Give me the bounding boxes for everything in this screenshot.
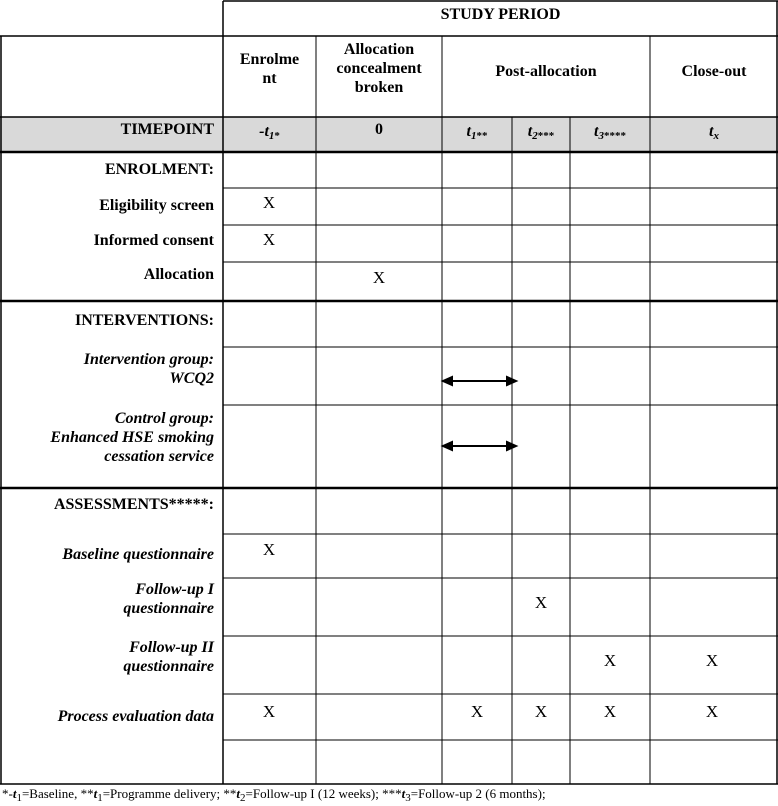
- timepoint-enrolment: $-t_{1*}$: [259, 123, 280, 142]
- mark-process-t2: X: [534, 702, 548, 721]
- timepoint-t3: $t_{3****}$: [594, 123, 626, 142]
- col-header-post-allocation: Post-allocation: [495, 63, 597, 80]
- study-period-title: STUDY PERIOD: [440, 6, 561, 23]
- row-follow-up-2: Follow-up II questionnaire: [123, 639, 214, 675]
- mark-process-t3: X: [603, 702, 617, 721]
- footnote: $*-t_1=Baseline$, $**t_1=Programme$ delivery; $**t_2=Follow-up$ I (12 weeks); $***t_3=Follow-up$ 2 (6 months);: [2, 786, 546, 804]
- mark-followup1-t2: X: [534, 593, 548, 612]
- mark-eligibility-enrolment: X: [262, 193, 276, 212]
- mark-allocation: X: [372, 268, 386, 287]
- mark-followup2-closeout: X: [705, 651, 719, 670]
- row-eligibility-screen: Eligibility screen: [99, 197, 214, 214]
- section-interventions: INTERVENTIONS:: [74, 312, 214, 329]
- mark-baseline-enrolment: X: [262, 540, 276, 559]
- row-intervention-group: Intervention group: WCQ2: [83, 351, 214, 387]
- timepoint-allocation: 0: [375, 121, 383, 138]
- timepoint-t1: $t_{1**}$: [466, 123, 488, 142]
- section-assessments: ASSESSMENTS*****:: [53, 496, 214, 513]
- intervention-arrow: [443, 377, 516, 385]
- row-process-evaluation: Process evaluation data: [57, 708, 214, 725]
- mark-followup2-t3: X: [603, 651, 617, 670]
- row-allocation: Allocation: [143, 266, 214, 283]
- row-control-group: Control group: Enhanced HSE smoking cessation service: [50, 410, 214, 465]
- section-enrolment: ENROLMENT:: [104, 161, 214, 178]
- control-arrow: [443, 442, 516, 450]
- col-header-allocation: Allocation concealment broken: [336, 41, 422, 96]
- row-informed-consent: Informed consent: [93, 232, 214, 249]
- timepoint-t2: $t_{2***}$: [527, 123, 555, 142]
- row-follow-up-1: Follow-up I questionnaire: [123, 581, 214, 617]
- row-baseline-questionnaire: Baseline questionnaire: [62, 546, 214, 563]
- timepoint-label: TIMEPOINT: [120, 121, 214, 138]
- mark-process-t1: X: [470, 702, 484, 721]
- col-header-enrolment: Enrolme nt: [239, 51, 300, 87]
- col-header-close-out: Close-out: [681, 63, 747, 80]
- mark-process-enrolment: X: [262, 702, 276, 721]
- mark-process-closeout: X: [705, 702, 719, 721]
- timepoint-tx: $t_x$: [709, 123, 719, 142]
- mark-consent-enrolment: X: [262, 230, 276, 249]
